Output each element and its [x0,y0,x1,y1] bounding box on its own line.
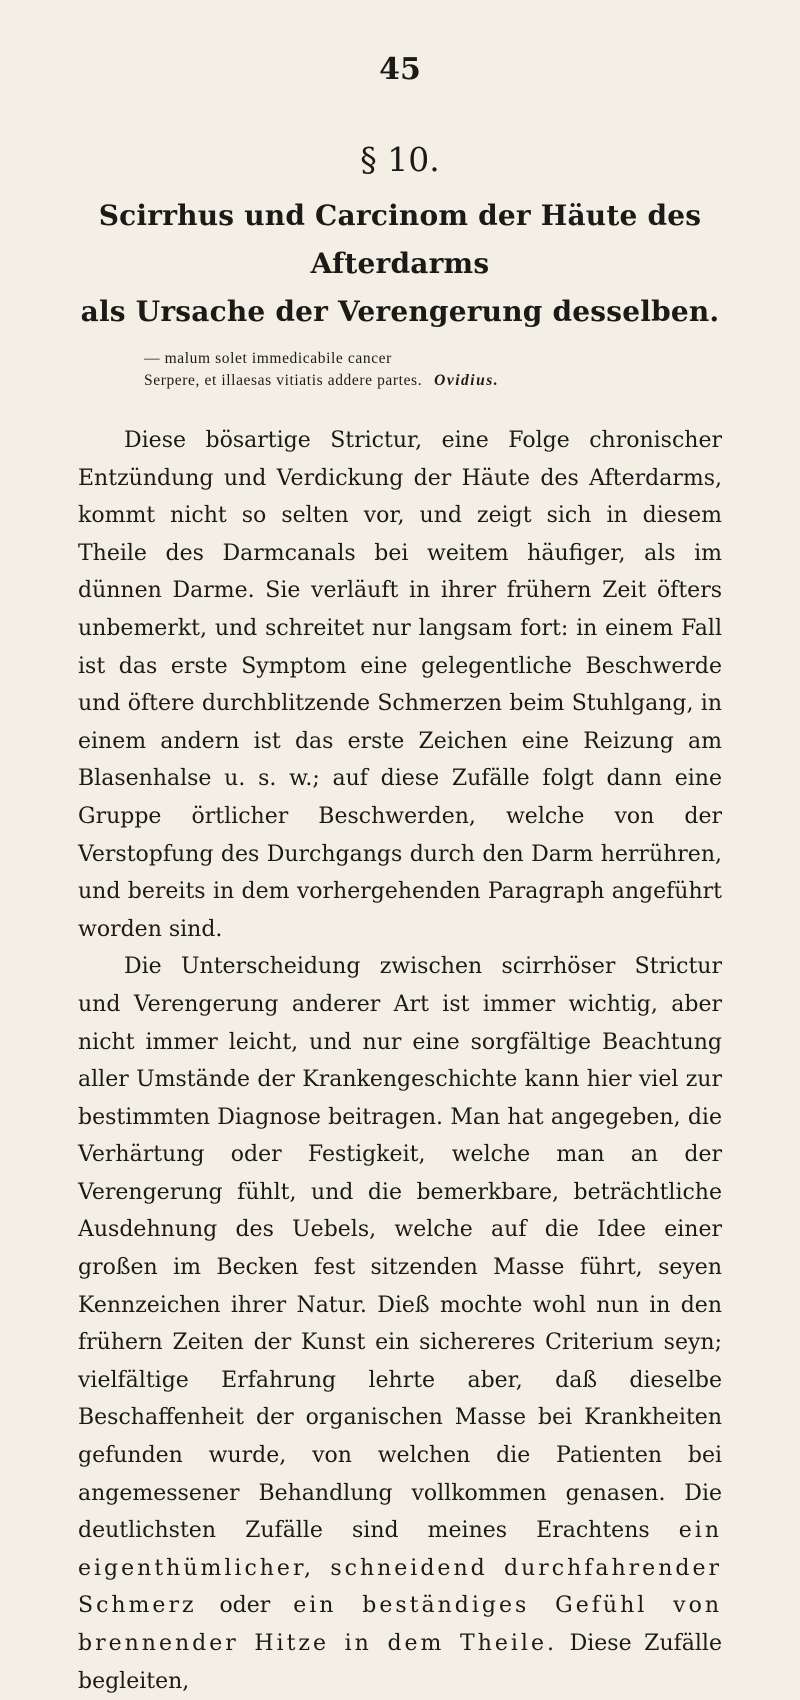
chapter-title [78,192,722,336]
epigraph-line-2-row [144,370,722,392]
section-heading: § 10. [360,140,440,179]
paragraph-2-emphasis-2: ein beständiges Gefühl von brennender Hitze in dem Theile. [78,1593,722,1656]
epigraph-line-2: Serpere, et illaesas vitiatis addere partes. [144,372,423,389]
epigraph-author: Ovidius. [434,372,500,389]
body-text [78,422,722,1700]
epigraph [78,348,722,392]
page-number: 45 [379,52,421,87]
chapter-title-line-2: als Ursache der Verengerung desselben. [80,295,720,328]
epigraph-line-1: — malum solet immedicabile cancer [144,350,392,367]
paragraph-2 [78,948,722,1700]
paragraph-2-emphasis-1: ein eigenthümlicher, schneidend durchfahrender Schmerz [78,1518,723,1619]
chapter-title-line-1: Scirrhus und Carcinom der Häute des Afterdarms [98,199,702,280]
paragraph-2-oder: oder [219,1593,271,1619]
paragraph-2-text: Die Unterscheidung zwischen scirrhöser Strictur und Verengerung anderer Art ist immer wichtig, aber nicht immer leicht, und nur eine sorgfältige Beachtung aller Umstände der Krankengeschichte kann hier viel zur bestimmten Diagnose beitragen. Man hat angegeben, die Verhärtung oder Festigkeit, welche man an der Verengerung fühlt, und die bemerkbare, beträchtliche Ausdehnung des Uebels, welche auf die Idee einer großen im Becken fest sitzenden Masse führt, seyen Kennzeichen ihrer Natur. Dieß mochte wohl nun in den frühern Zeiten der Kunst ein sichereres Criterium seyn; vielfältige Erfahrung lehrte aber, daß dieselbe Beschaffenheit der organischen Masse bei Krankheiten gefunden wurde, von welchen die Patienten bei angemessener Behandlung vollkommen genasen. Die deutlichsten Zufälle sind meines Erachtens [78,954,722,1544]
paragraph-2-end: Diese Zufälle begleiten, [78,1631,722,1694]
paragraph-1: Diese bösartige Strictur, eine Folge chronischer Entzündung und Verdickung der Häute des Afterdarms, kommt nicht so selten vor, und zeigt sich in diesem Theile des Darmcanals bei weitem häufiger, als im dünnen Darme. Sie verläuft in ihrer frühern Zeit öfters unbemerkt, und schreitet nur langsam fort: in einem Fall ist das erste Symptom eine gelegentliche Beschwerde und öftere durchblitzende Schmerzen beim Stuhlgang, in einem andern ist das erste Zeichen eine Reizung am Blasenhalse u. s. w.; auf diese Zufälle folgt dann eine Gruppe örtlicher Beschwerden, welche von der Verstopfung des Durchgangs durch den Darm herrühren, und bereits in dem vorhergehenden Paragraph angeführt worden sind. [78,428,722,942]
